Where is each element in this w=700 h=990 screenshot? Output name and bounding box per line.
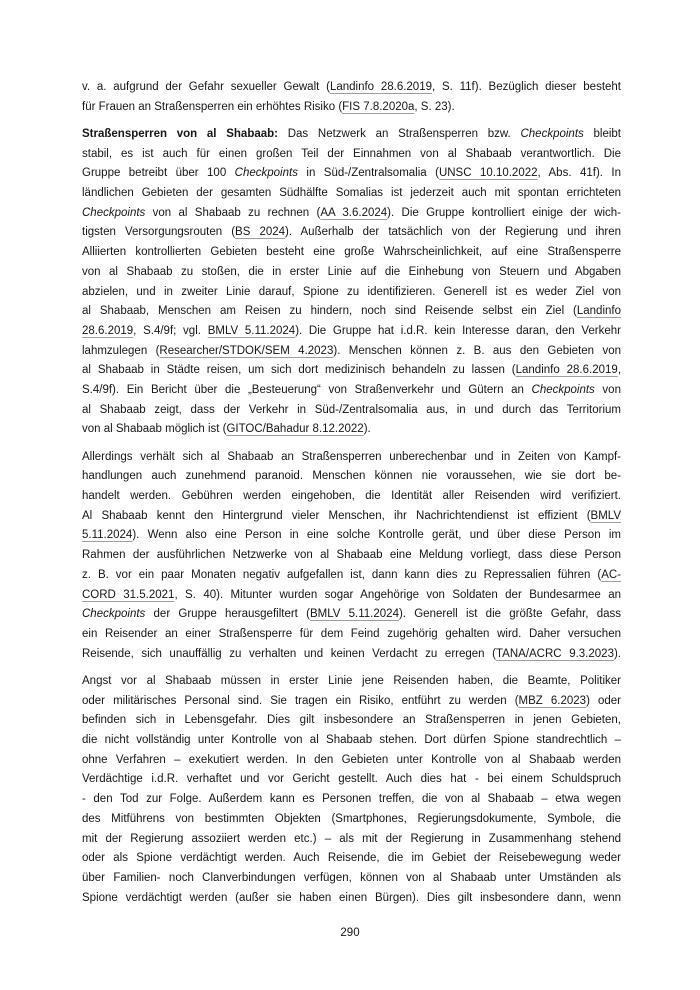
text-line (82, 283, 621, 303)
text-run: Verdächtige i.d.R. verhaftet und vor Gericht gestellt. Auch dies hat - bei einem Schuldspruch (82, 773, 621, 786)
text-line (82, 302, 621, 322)
text-run: Spione verdächtigt werden (außer sie haben einen Bürgen). Dies gilt insbesondere dann, wenn (82, 891, 621, 904)
text-run: ). (613, 647, 621, 660)
citation-link[interactable]: BS 2024 (235, 226, 286, 239)
text-run: - den Tod zur Folge. Außerdem kann es Personen treffen, die von al Shabaab – etwa wegen (82, 793, 621, 806)
text-line (82, 420, 621, 440)
citation-link[interactable]: Landinfo (576, 305, 621, 318)
text-line (82, 342, 621, 362)
text-run: Reisende, sich unauffällig zu verhalten und keinen Verdacht zu erregen ( (82, 647, 496, 660)
text-line (82, 672, 621, 692)
text-line (82, 448, 621, 468)
text-run: abzielen, und in zweiter Linie darauf, Spione zu identifizieren. Generell ist es weder Ziel von (82, 285, 621, 298)
text-line (82, 566, 621, 586)
citation-link[interactable]: TANA/ACRC 9.3.2023 (496, 647, 614, 660)
citation-link[interactable]: AA 3.6.2024 (320, 206, 388, 219)
text-line (82, 625, 621, 645)
text-run: bleibt (583, 127, 622, 140)
citation-link[interactable]: FIS 7.8.2020a (342, 100, 415, 113)
text-line (82, 770, 621, 790)
text-run: Das Netzwerk an Straßensperren bzw. (278, 127, 521, 140)
paragraph (82, 125, 621, 440)
text-line (82, 487, 621, 507)
citation-link[interactable]: Landinfo 28.6.2019 (329, 81, 432, 93)
text-line (82, 184, 621, 204)
text-run: ). Außerhalb der tatsächlich von der Regierung und ihren (285, 226, 622, 239)
text-run: befinden sich in Lebensgefahr. Dies gilt insbesondere an Straßensperren in jenen Gebieten, (82, 714, 621, 727)
paragraph (82, 78, 621, 117)
text-line (82, 810, 621, 830)
text-line (82, 164, 621, 184)
italic-text: Checkpoints (531, 384, 595, 397)
paragraph (82, 672, 621, 908)
text-run: al Shabaab in Städte reisen, um sich dort medizinisch behandeln zu lassen ( (82, 364, 516, 377)
text-run: , S. 11f). Bezüglich dieser besteht (432, 81, 621, 93)
text-line (82, 467, 621, 487)
text-line (82, 263, 621, 283)
italic-text: Checkpoints (82, 608, 146, 621)
text-run: des Mitführens von bestimmten Objekten (Smartphones, Regierungsdokumente, Symbole, die (82, 812, 621, 825)
text-run: , S.4/9f; vgl. (133, 324, 208, 337)
text-run: oder als Spione verdächtigt werden. Auch Reisende, die im Gebiet der Reisebewegung weder (82, 852, 621, 865)
citation-link[interactable]: Landinfo 28.6.2019 (515, 364, 618, 377)
citation-link[interactable]: BMLV 5.11.2024 (207, 324, 296, 337)
text-line (82, 401, 621, 421)
text-line (82, 849, 621, 869)
text-line (82, 204, 621, 224)
text-line (82, 526, 621, 546)
citation-link[interactable]: CORD 31.5.2021 (82, 588, 175, 601)
paragraph (82, 448, 621, 665)
text-line (82, 361, 621, 381)
text-line (82, 507, 621, 527)
text-run: über Familien- noch Clanverbindungen verfügen, können von al Shabaab unter Umständen als (82, 871, 621, 884)
text-run: al Shabaab zeigt, dass der Verkehr in Süd-/Zentralsomalia aus, in und durch das Territorium (82, 403, 621, 416)
text-run: z. B. vor ein paar Monaten negativ aufgefallen ist, dann kann dies zu Repressalien führen ( (82, 568, 602, 581)
citation-link[interactable]: 28.6.2019 (82, 324, 134, 337)
text-run: von al Shabaab zu rechnen ( (145, 206, 321, 219)
text-run: oder militärisches Personal sind. Sie tragen ein Risiko, entführt zu werden ( (82, 694, 519, 707)
text-line (82, 711, 621, 731)
text-run: Rahmen der ausführlichen Netzwerke von al Shabaab eine Meldung vorliegt, dass diese Person (82, 549, 621, 562)
text-run: al Shabaab, Menschen am Reisen zu hindern, noch sind Reisende selbst ein Ziel ( (82, 305, 577, 318)
italic-text: Checkpoints (234, 167, 298, 180)
italic-text: Checkpoints (82, 206, 146, 219)
text-line (82, 692, 621, 712)
text-run: von al Shabaab möglich ist ( (82, 423, 227, 436)
text-line (82, 322, 621, 342)
text-line (82, 546, 621, 566)
text-run: Gruppe betreibt über 100 (82, 167, 235, 180)
text-line (82, 645, 621, 665)
page-number: 290 (340, 927, 360, 939)
text-line (82, 751, 621, 771)
text-line (82, 605, 621, 625)
text-line (82, 381, 621, 401)
citation-link[interactable]: BMLV 5.11.2024 (309, 608, 399, 621)
text-run: ländlichen Gebieten der gesamten Südhälfte Somalias ist jederzeit auch mit spontan errichteten (82, 187, 621, 200)
citation-link[interactable]: AC- (601, 568, 621, 581)
text-run: lahmzulegen ( (82, 344, 160, 357)
text-run: Allerdings verhält sich al Shabaab an Straßensperren unberechenbar und in Zeiten von Kampf- (82, 450, 621, 463)
text-line (82, 889, 621, 909)
text-line (82, 223, 621, 243)
text-run: ). Menschen können z. B. aus den Gebieten von (333, 344, 621, 357)
text-run: von (594, 384, 621, 397)
citation-link[interactable]: 5.11.2024 (82, 529, 133, 542)
text-line (82, 125, 621, 145)
text-run: , (617, 364, 622, 377)
text-run: von al Shabaab zu stoßen, die in erster Linie auf die Einhebung von Steuern und Abgaben (82, 265, 621, 278)
text-line (82, 830, 621, 850)
text-run: Al Shabaab kennt den Hintergrund vieler Menschen, ihr Nachrichtendienst ist effizient ( (82, 509, 591, 522)
text-run: S.4/9f). Ein Bericht über die „Besteuerung“ von Straßenverkehr und Gütern an (82, 384, 532, 397)
text-run: ). Die Gruppe kontrolliert einige der wich- (387, 206, 621, 219)
text-run: , S. 40). Mitunter wurden sogar Angehörige von Soldaten der Bundesarmee an (174, 588, 621, 601)
text-line (82, 78, 621, 98)
page-footer (0, 924, 700, 944)
text-run: ). Wenn also eine Person in eine solche Kontrolle gerät, und über diese Person im (132, 529, 621, 542)
text-line (82, 243, 621, 263)
italic-text: Checkpoints (520, 127, 584, 140)
bold-text: Straßensperren von al Shabaab: (82, 127, 278, 140)
text-line (82, 790, 621, 810)
text-line (82, 98, 621, 118)
text-run: ). (363, 423, 371, 436)
text-run: ohne Verfahren – exekutiert werden. In den Gebieten unter Kontrolle von al Shabaab werden (82, 753, 621, 766)
text-run: stabil, es ist auch für einen großen Teil der Einnahmen von al Shabaab verantwortlich. Die (82, 147, 621, 160)
text-run: ) oder (586, 694, 621, 707)
text-run: ). Generell ist die größte Gefahr, dass (398, 608, 621, 621)
text-run: der Gruppe herausgefiltert ( (145, 608, 310, 621)
citation-link[interactable]: BMLV (590, 509, 621, 522)
text-run: ). Die Gruppe hat i.d.R. kein Interesse daran, den Verkehr (295, 324, 621, 337)
text-run: die nicht vollständig unter Kontrolle von al Shabaab stehen. Dort dürfen Spione standrechtlich – (82, 734, 621, 746)
text-run: tigsten Versorgungsrouten ( (82, 226, 236, 239)
citation-link[interactable]: Researcher/STDOK/SEM 4.2023 (159, 344, 334, 357)
text-run: für Frauen an Straßensperren ein erhöhtes Risiko ( (82, 100, 343, 113)
text-line (82, 869, 621, 889)
citation-link[interactable]: GITOC/Bahadur 8.12.2022 (226, 423, 364, 436)
citation-link[interactable]: MBZ 6.2023 (518, 694, 587, 707)
text-run: in Süd-/Zentralsomalia ( (297, 167, 439, 180)
text-run: mit der Regierung assoziiert werden etc.) – als mit der Regierung in Zusammenhang stehend (82, 832, 621, 845)
text-run: , Abs. 41f). In (537, 167, 621, 180)
text-run: v. a. aufgrund der Gefahr sexueller Gewalt ( (82, 81, 330, 93)
document-body (82, 78, 621, 916)
text-run: Angst vor al Shabaab müssen in erster Linie jene Reisenden haben, die Beamte, Politiker (82, 674, 621, 687)
text-line (82, 145, 621, 165)
text-run: , S. 23). (414, 100, 455, 113)
text-run: Alliierten kontrollierten Gebieten besteht eine große Wahrscheinlichkeit, auf eine Straßensperre (82, 246, 621, 259)
citation-link[interactable]: UNSC 10.10.2022 (438, 167, 538, 180)
text-line (82, 731, 621, 751)
text-run: ein Reisender an einer Straßensperre für dem Feind zugehörig gehalten wird. Daher versuchen (82, 627, 621, 640)
text-line (82, 586, 621, 606)
text-run: handelt werden. Gebühren werden eingehoben, die Identität aller Reisenden wird verifiziert. (82, 490, 621, 503)
text-run: handlungen auch zunehmend paranoid. Menschen können nie voraussehen, wie sie dort be- (82, 470, 621, 483)
